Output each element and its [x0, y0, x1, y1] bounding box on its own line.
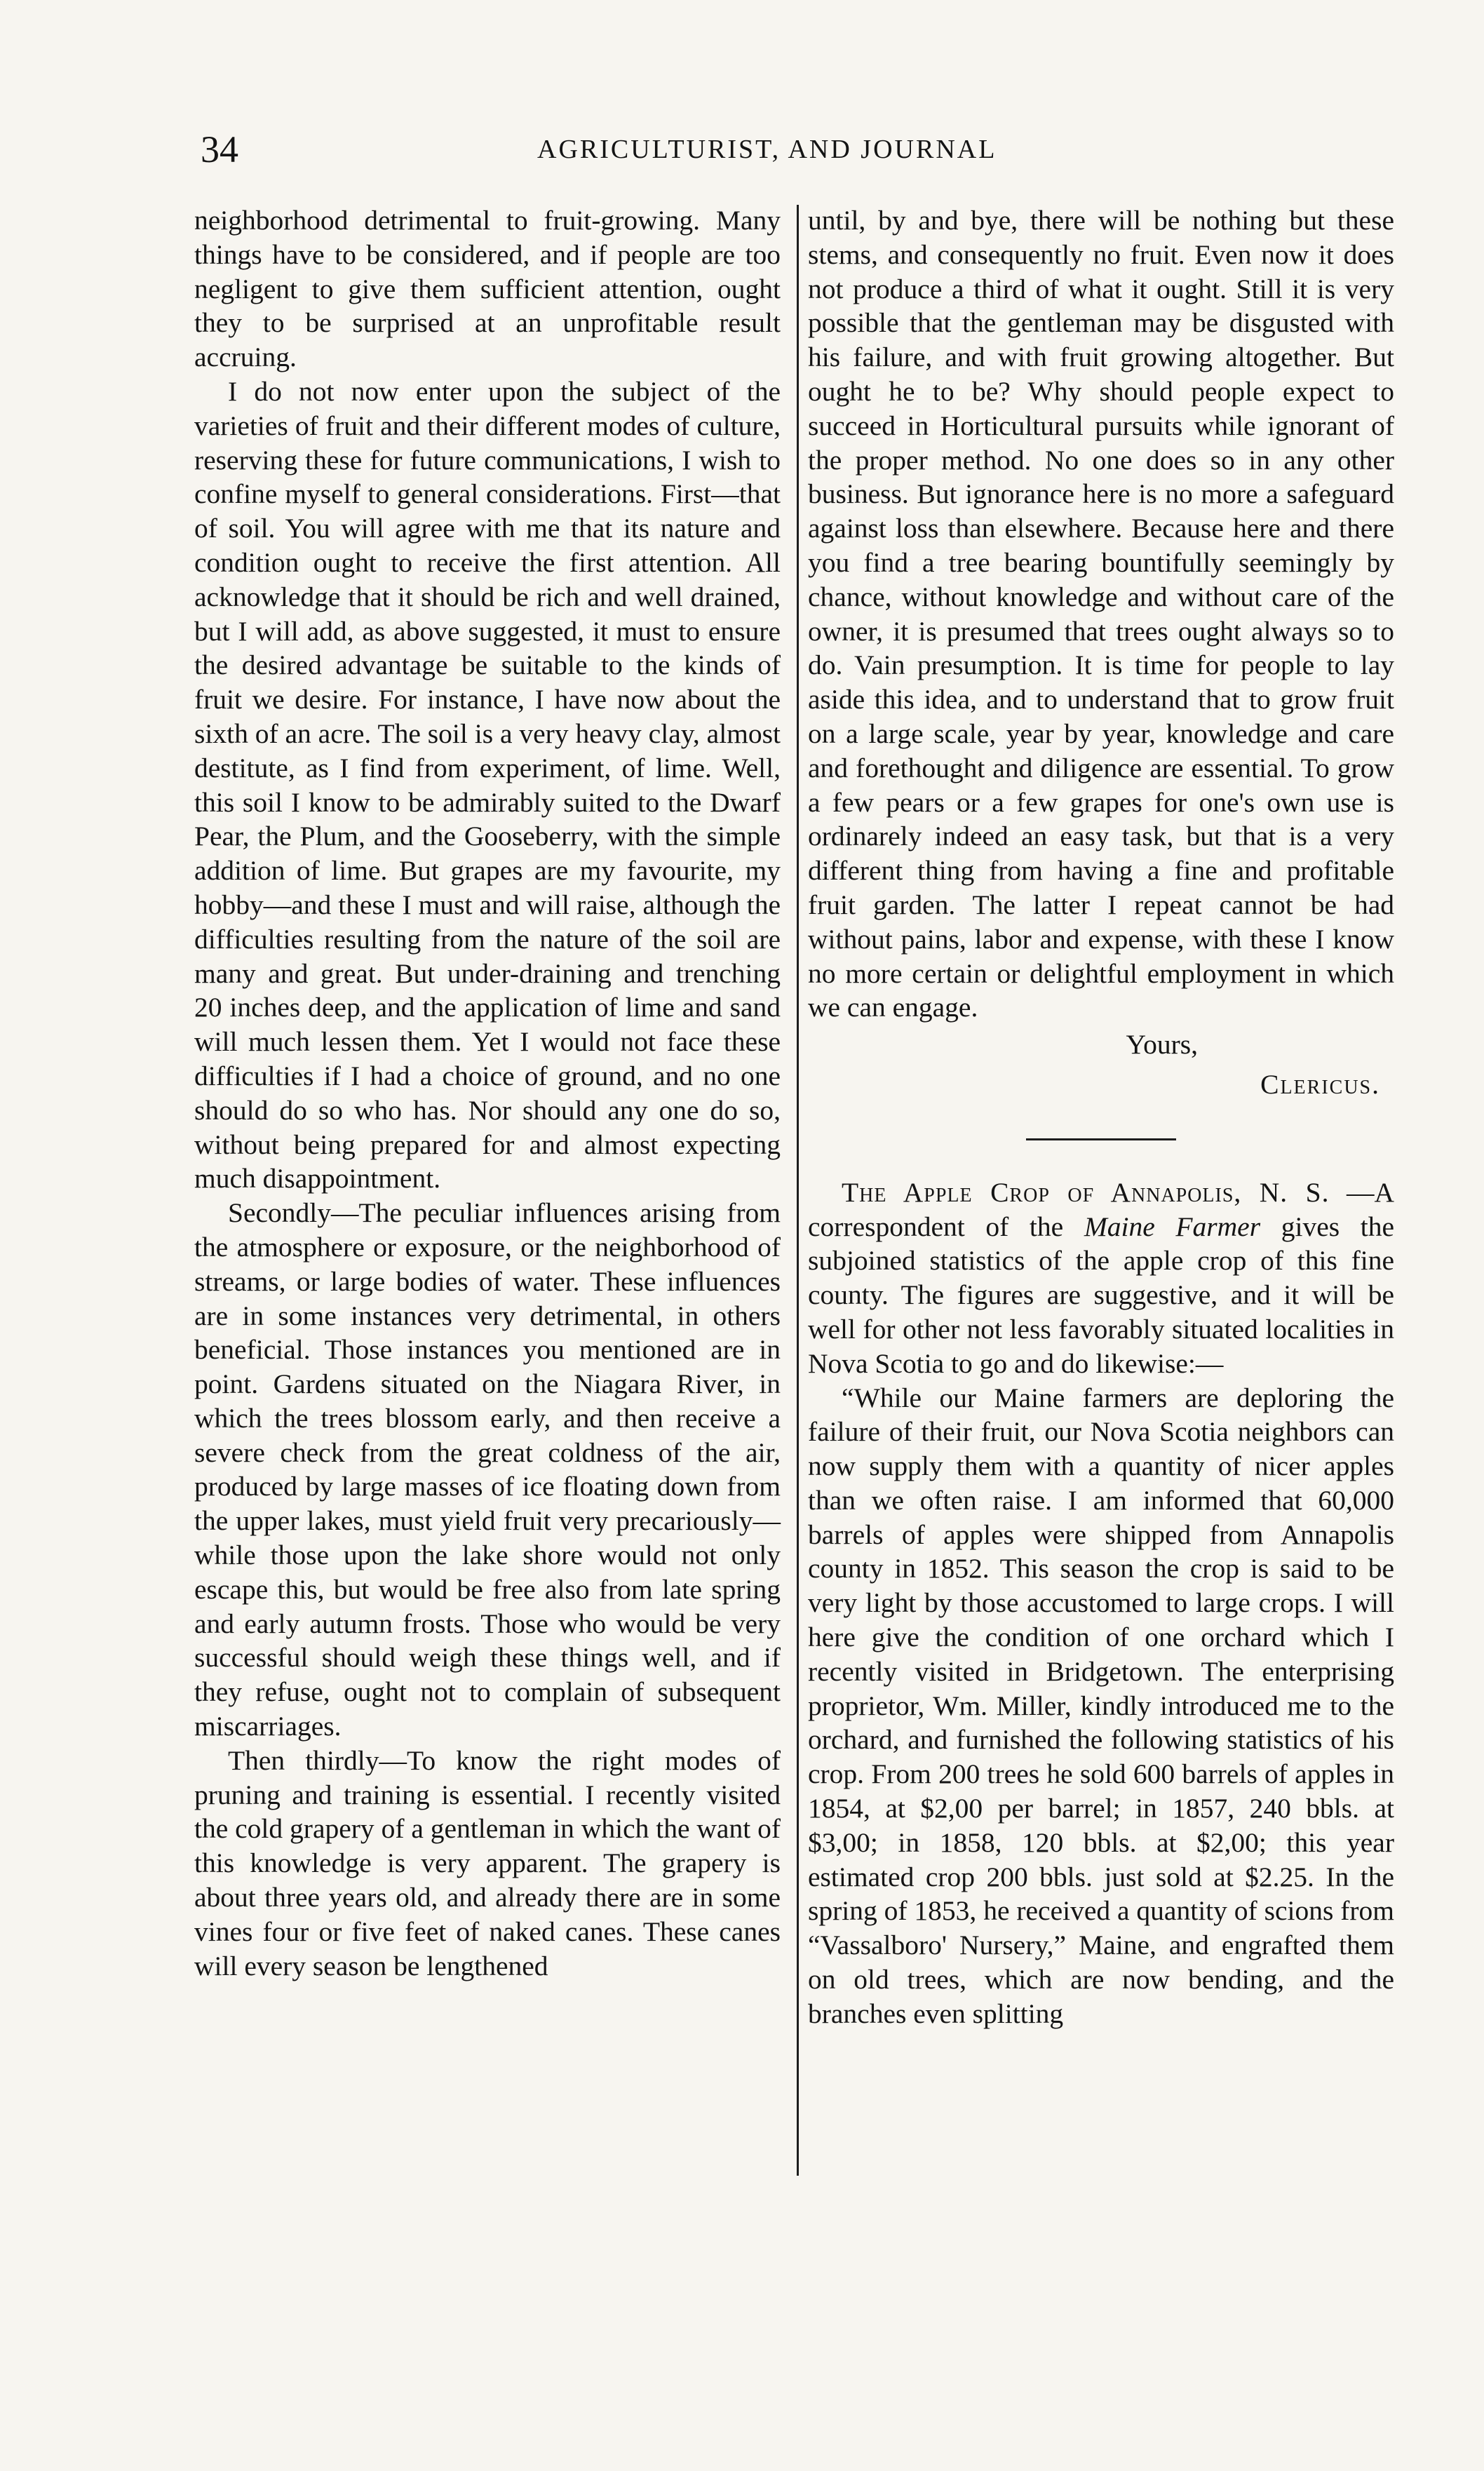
- paragraph: until, by and bye, there will be nothing but these stems, and consequently no fruit. Even now it does not produce a third of what it ought. Still it is very possible that the gentleman may be disgusted with his failure, and with fruit growing altogether. But ought he to be? Why should people expect to succeed in Horticultural pursuits while ignorant of the proper method. No one does so in any other business. But ignorance here is no more a safeguard against loss than elsewhere. Because here and there you find a tree bearing bountifully seemingly by chance, without knowledge and without care of the owner, it is presumed that trees ought always so to do. Vain presumption. It is time for people to lay aside this idea, and to understand that to grow fruit on a large scale, year by year, knowledge and care and forethought and diligence are essential. To grow a few pears or a few grapes for one's own use is ordinarely indeed an easy task, but that is a very different thing from having a fine and profitable fruit garden. The latter I repeat cannot be had without pains, labor and expense, with these I know no more certain or delightful employment in which we can engage.: [808, 205, 1394, 1023]
- paragraph: I do not now enter upon the subject of the varieties of fruit and their different modes of culture, reserving these for future communications, I wish to confine myself to general considerations. First—that of soil. You will agree with me that its nature and condition ought to receive the first attention. All acknowledge that it should be rich and well drained, but I will add, as above suggested, it must to ensure the desired advantage be suitable to the kinds of fruit we desire. For instance, I have now about the sixth of an acre. The soil is a very heavy clay, almost destitute, as I find from experiment, of lime. Well, this soil I know to be admirably suited to the Dwarf Pear, the Plum, and the Gooseberry, with the simple addition of lime. But grapes are my favourite, my hobby—and these I must and will raise, although the difficulties resulting from the nature of the soil are many and great. But under-draining and trenching 20 inches deep, and the application of lime and sand will much lessen them. Yet I would not face these difficulties if I had a choice of ground, and no one should do so who has. Nor should any one do so, without being prepared for and almost expecting much disappointment.: [194, 375, 781, 1194]
- left-column: [194, 203, 781, 1983]
- section-divider: [1026, 1138, 1176, 1140]
- paragraph: Then thirdly—To know the right modes of pruning and training is essential. I recently visited the cold grapery of a gentleman in which the want of this knowledge is very apparent. The grapery is about three years old, and already there are in some vines four or five feet of naked canes. These canes will every season be lengthened: [194, 1744, 781, 1981]
- right-column: [808, 203, 1394, 2031]
- signoff-name: Clericus.: [1260, 1068, 1380, 1100]
- column-divider: [797, 205, 799, 2176]
- paragraph: neighborhood detrimental to fruit-growing. Many things have to be considered, and if people are too negligent to give them sufficient attention, ought they to be surprised at an unprofitable result accruing.: [194, 205, 781, 373]
- publication-name: Maine Farmer: [1084, 1211, 1261, 1242]
- article-intro-before: —A correspondent of the: [808, 1176, 1394, 1242]
- article-intro-after: gives the subjoined statistics of the apple crop of this fine county. The figures are suggestive, and it will be well for other not less favorably situated localities in Nova Scotia to go and do likewise:—: [808, 1211, 1394, 1379]
- article-intro: [808, 1176, 1394, 1381]
- article-heading: The Apple Crop of Annapolis, N. S.: [842, 1176, 1330, 1208]
- signoff-yours: Yours,: [1126, 1029, 1198, 1061]
- paragraph: Secondly—The peculiar influences arising from the atmosphere or exposure, or the neighborhood of streams, or large bodies of water. These influences are in some instances very detrimental, in others beneficial. Those instances you mentioned are in point. Gardens situated on the Niagara River, in which the trees blossom early, and then receive a severe check from the great coldness of the air, produced by large masses of ice floating down from the upper lakes, must yield fruit very precariously—while those upon the lake shore would not only escape this, but would be free also from late spring and early autumn frosts. Those who would be very successful should weigh these things well, and if they refuse, ought not to complain of subsequent miscarriages.: [194, 1197, 781, 1742]
- running-head: AGRICULTURIST, AND JOURNAL: [537, 135, 997, 164]
- page-number: 34: [201, 128, 238, 170]
- quoted-report: “While our Maine farmers are deploring the failure of their fruit, our Nova Scotia neighbors can now supply them with a quantity of nicer apples than we often raise. I am informed that 60,000 barrels of apples were shipped from Annapolis county in 1852. This season the crop is said to be very light by those accustomed to large crops. I will here give the condition of one orchard which I recently visited in Bridgetown. The enterprising proprietor, Wm. Miller, kindly introduced me to the orchard, and furnished the following statistics of his crop. From 200 trees he sold 600 barrels of apples in 1854, at $2,00 per barrel; in 1857, 240 bbls. at $3,00; in 1858, 120 bbls. at $2,00; this year estimated crop 200 bbls. just sold at $2.25. In the spring of 1853, he received a quantity of scions from “Vassalboro' Nursery,” Maine, and engrafted them on old trees, which are now bending, and the branches even splitting: [808, 1382, 1394, 2029]
